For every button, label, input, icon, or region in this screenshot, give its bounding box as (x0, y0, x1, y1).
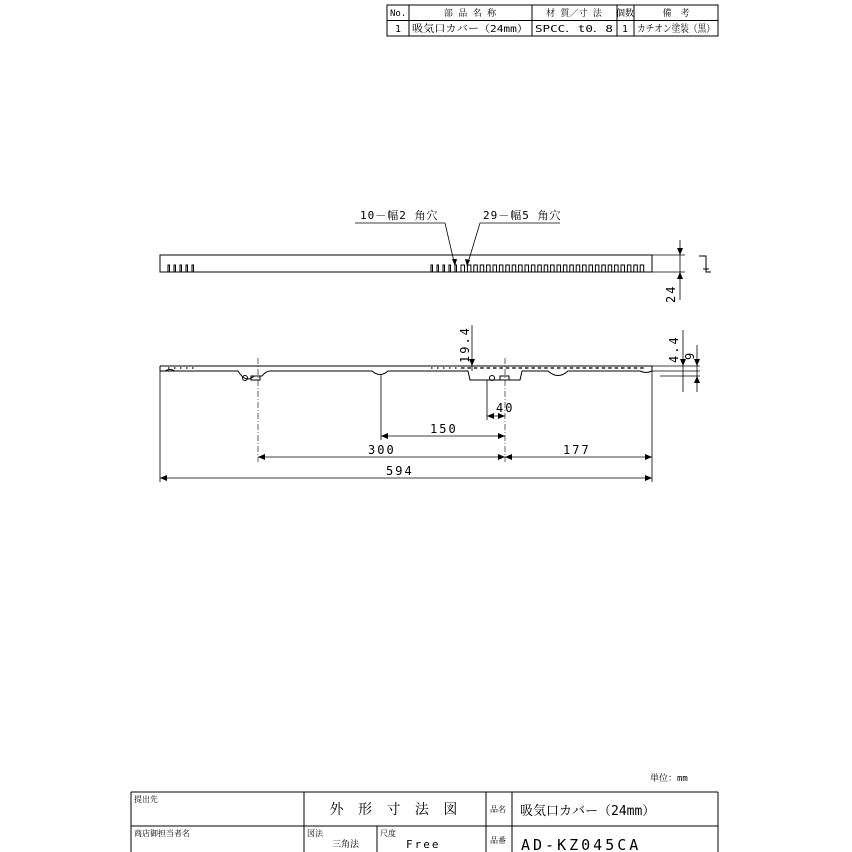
parts-table-header-part-name: 部 品 名 称 (443, 9, 497, 19)
slot-hole (174, 265, 176, 272)
dimension-value-594: 594 (386, 464, 414, 478)
parts-table-header-material: 材 質／寸 法 (546, 9, 602, 19)
slot-hole (627, 265, 631, 272)
dimension-value-177: 177 (563, 443, 591, 457)
callout-large-holes: 29－幅5 角穴 (483, 209, 562, 222)
slot-hole (525, 265, 529, 272)
projection-value: 三角法 (332, 840, 360, 850)
slot-hole (589, 265, 593, 272)
slot-hole (557, 265, 561, 272)
slot-hole (640, 265, 644, 272)
slot-hole (531, 265, 535, 272)
slot-hole (180, 265, 182, 272)
slot-hole (576, 265, 580, 272)
parts-table-cell-remarks: カチオン塗装（黒） (637, 24, 727, 35)
slot-hole (512, 265, 516, 272)
part-number-value: AD-KZ045CA (521, 836, 642, 852)
unit-note: 単位：mm (650, 774, 688, 784)
dimension-value-24: 24 (664, 284, 678, 303)
slot-hole (168, 265, 170, 272)
slot-hole (192, 265, 194, 272)
drawing-title: 外 形 寸 法 図 (329, 802, 461, 818)
product-name-value: 吸気口カバー（24mm） (520, 804, 656, 819)
projection-label: 図法 (307, 829, 323, 838)
slot-hole (506, 265, 510, 272)
scale-value: Free (406, 838, 441, 851)
parts-table-header-qty: 個数 (615, 9, 635, 19)
section-view-mark (699, 256, 711, 272)
slot-hole (455, 265, 457, 272)
slot-hole (583, 265, 587, 272)
slot-hole (551, 265, 555, 272)
slot-hole (443, 265, 445, 272)
dimension-value-150: 150 (430, 422, 458, 436)
slot-hole (186, 265, 188, 272)
slot-hole (570, 265, 574, 272)
dimension-value-300: 300 (368, 443, 396, 457)
front-view-outline (160, 255, 652, 272)
parts-table-cell-material: SPCC．t0．8 (535, 24, 613, 35)
dimension-arrowhead (677, 272, 683, 279)
dimension-value-4-4: 4.4 (667, 335, 681, 363)
slot-holes (168, 265, 644, 272)
dimension-arrowhead (694, 376, 700, 383)
slot-hole (499, 265, 503, 272)
slot-hole (449, 265, 451, 272)
slot-hole (615, 265, 619, 272)
parts-table-cell-no: 1 (394, 24, 402, 35)
callout-small-holes: 10－幅2 角穴 (360, 209, 439, 222)
slot-hole (474, 265, 478, 272)
slot-hole (467, 265, 471, 272)
slot-hole (621, 265, 625, 272)
parts-table-cell-qty: 1 (621, 24, 629, 35)
part-number-label: 品番 (490, 836, 506, 845)
shop-contact-label: 商店御担当者名 (134, 829, 190, 838)
slot-hole (634, 265, 638, 272)
slot-hole (602, 265, 606, 272)
slot-hole (461, 265, 465, 272)
parts-table-header-remarks: 備 考 (662, 9, 690, 19)
scale-label: 尺度 (380, 829, 396, 838)
slot-hole (544, 265, 548, 272)
hole-callout-leaders (355, 223, 560, 266)
slot-hole (563, 265, 567, 272)
product-name-label: 品名 (490, 805, 506, 814)
slot-hole (595, 265, 599, 272)
slot-hole (431, 265, 433, 272)
dimension-value-40: 40 (496, 401, 515, 415)
slot-hole (437, 265, 439, 272)
dimension-value-19-4: 19.4 (458, 326, 472, 363)
parts-table-header-no: No. (390, 9, 407, 19)
slot-hole (480, 265, 484, 272)
dimension-value-9: 9 (683, 350, 697, 360)
slot-hole (487, 265, 491, 272)
slot-hole (493, 265, 497, 272)
slot-hole (608, 265, 612, 272)
dimension-arrowhead (677, 248, 683, 255)
client-label: 提出先 (134, 795, 158, 804)
slot-hole (519, 265, 523, 272)
parts-table-cell-part-name: 吸気口カバー（24mm） (412, 24, 517, 35)
slot-hole (538, 265, 542, 272)
